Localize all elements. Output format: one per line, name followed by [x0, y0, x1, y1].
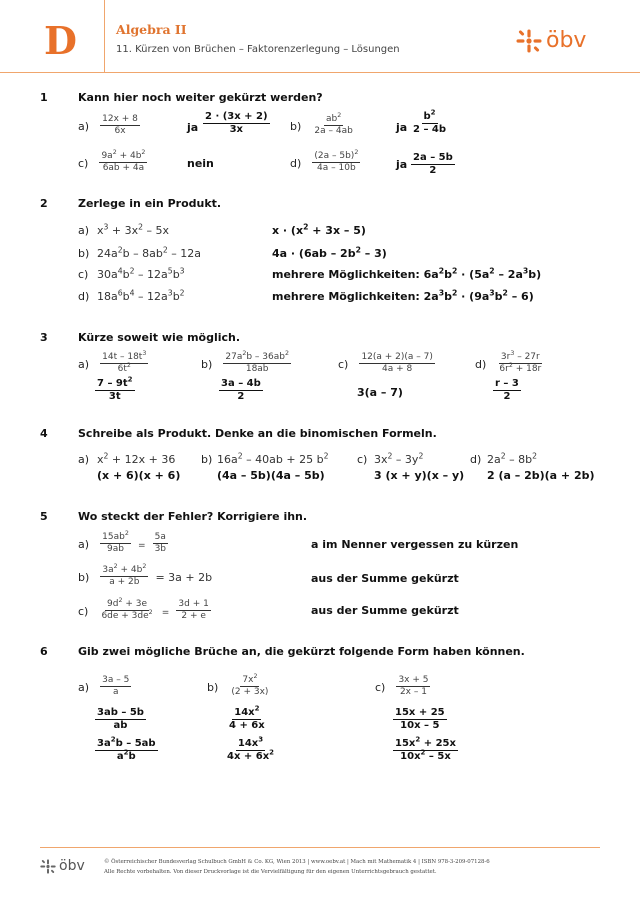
oebv-star-icon: [40, 859, 56, 874]
ex6-b-solution-1: [227, 704, 267, 732]
header-divider-vertical: [104, 0, 105, 72]
ex6-c: [375, 675, 430, 698]
item-label: b): [78, 247, 90, 260]
numerator: $7x^2$: [242, 673, 258, 685]
numerator: 3a – 5: [102, 675, 130, 685]
answer-fraction: [225, 735, 276, 763]
exercise-number: 5: [40, 510, 48, 523]
numerator: $3r^3 - 27r$: [500, 350, 540, 362]
denominator: 4a – 10b: [317, 162, 356, 173]
task-expression: $24a^2b - 8ab^2 - 12a$: [97, 245, 201, 260]
chapter-letter: D: [44, 18, 77, 63]
task-expression: $3x^2 - 3y^2$: [374, 451, 424, 466]
answer-fraction: [203, 111, 270, 136]
task-fraction: [100, 532, 131, 555]
denominator: $6r^2 + 18r$: [499, 361, 542, 374]
task-fraction: [100, 114, 140, 137]
numerator: $b^2$: [423, 108, 436, 122]
ex6-a-solution-2: [95, 735, 158, 763]
footer-divider: [40, 847, 600, 848]
ex3-b: [201, 352, 291, 375]
numerator: r – 3: [495, 378, 519, 389]
answer-word: nein: [187, 157, 214, 170]
item-label: c): [357, 453, 368, 466]
answer-fraction: [219, 378, 263, 403]
task-fraction: [312, 114, 354, 137]
item-label: d): [470, 453, 482, 466]
logo-text: öbv: [546, 28, 587, 53]
denominator: (2 + 3x): [231, 686, 269, 697]
item-label: a): [78, 119, 90, 133]
denominator: 3b: [154, 543, 167, 554]
task-expression: $18a^6b^4 - 12a^3b^2$: [97, 288, 185, 303]
ex5-b: [78, 565, 212, 588]
header-logo: [516, 28, 586, 53]
task-fraction: [359, 352, 434, 375]
denominator: 2 – 4b: [413, 124, 447, 135]
answer-fraction: [95, 735, 158, 763]
task-fraction: [497, 352, 543, 375]
numerator: 3d + 1: [178, 599, 209, 609]
ex1-d-answer: [411, 152, 455, 177]
correction-note: a im Nenner vergessen zu kürzen: [311, 538, 519, 551]
denominator: ab: [113, 720, 128, 731]
numerator: $9d^2 + 3e$: [107, 597, 148, 609]
task-fraction: [229, 675, 270, 698]
numerator: $9a^2 + 4b^2$: [101, 149, 146, 161]
correction-note: aus der Summe gekürzt: [311, 572, 459, 585]
result-fraction: [153, 532, 168, 555]
item-label: c): [375, 680, 386, 694]
task-fraction: [100, 352, 148, 375]
denominator: $4x + 6x^2$: [227, 748, 275, 762]
denominator: 2x – 1: [399, 686, 427, 697]
answer-fraction: [95, 375, 135, 403]
numerator: $14t - 18t^3$: [102, 350, 147, 362]
answer-fraction: [411, 108, 448, 136]
item-label: a): [78, 357, 90, 371]
answer-expression: mehrere Möglichkeiten: $2a^3b^2 \cdot (9a^3b^2 - 6)$: [272, 288, 534, 303]
equals-sign: =: [161, 607, 170, 618]
answer-fraction: [393, 707, 447, 732]
numerator: 2a – 5b: [413, 152, 453, 163]
item-label: c): [78, 604, 89, 618]
numerator: $27a^2b - 36ab^2$: [225, 350, 289, 362]
ex6-a: [78, 675, 131, 698]
numerator: $3a^2 + 4b^2$: [102, 563, 147, 575]
denominator: a: [112, 686, 119, 697]
task-fraction: [100, 565, 148, 588]
item-label: d): [290, 156, 302, 170]
item-label: b): [290, 119, 302, 133]
answer-expression: (x + 6)(x + 6): [97, 469, 181, 482]
item-label: a): [78, 453, 90, 466]
numerator: 3ab – 5b: [97, 707, 144, 718]
ex1-a: [78, 114, 140, 137]
denominator: 2: [237, 391, 245, 402]
ex3-d-answer: [493, 378, 521, 403]
answer-fraction: [227, 704, 267, 732]
ex5-a: [78, 532, 168, 555]
numerator: 2 · (3x + 2): [205, 111, 268, 122]
answer-expression: $x \cdot (x^2 + 3x - 5)$: [272, 222, 366, 237]
ex5-c: [78, 599, 211, 622]
answer-word: ja: [396, 121, 408, 134]
denominator: $10x^2 - 5x$: [400, 748, 451, 762]
task-expression: $x^3 + 3x^2 - 5x$: [97, 222, 170, 237]
answer-expression: 2 (a – 2b)(a + 2b): [487, 469, 595, 482]
denominator: 2: [503, 391, 511, 402]
numerator: $14x^3$: [237, 735, 264, 749]
denominator: 3x: [229, 124, 243, 135]
exercise-question: Kürze soweit wie möglich.: [78, 331, 241, 344]
answer-word: ja: [187, 121, 199, 134]
result-fraction: [176, 599, 210, 622]
numerator: 15x + 25: [395, 707, 445, 718]
item-label: c): [78, 268, 89, 281]
exercise-question: Schreibe als Produkt. Denke an die binomischen Formeln.: [78, 427, 437, 440]
item-label: d): [78, 290, 90, 303]
exercise-question: Gib zwei mögliche Brüche an, die gekürzt folgende Form haben können.: [78, 645, 525, 658]
task-fraction: [312, 151, 360, 174]
task-fraction: [100, 675, 131, 698]
numerator: $15ab^2$: [102, 530, 129, 542]
numerator: 12x + 8: [102, 114, 138, 124]
ex1-b: [290, 114, 355, 137]
answer-expression: (4a – 5b)(4a – 5b): [217, 469, 325, 482]
answer-expression: mehrere Möglichkeiten: $6a^2b^2 \cdot (5a^2 - 2a^3b)$: [272, 266, 542, 281]
numerator: $ab^2$: [325, 112, 342, 124]
exercise-question: Zerlege in ein Produkt.: [78, 197, 222, 210]
denominator: 4a + 8: [382, 363, 413, 374]
exercise-number: 1: [40, 91, 48, 104]
task-fraction: [99, 599, 154, 622]
numerator: 3a – 4b: [221, 378, 261, 389]
ex3-c: [338, 352, 435, 375]
numerator: (2a – 5b)$^2$: [314, 149, 359, 161]
ex1-d: [290, 151, 360, 174]
numerator: 5a: [154, 532, 166, 542]
ex3-d: [475, 352, 543, 375]
exercise-number: 2: [40, 197, 48, 210]
item-label: b): [207, 680, 219, 694]
numerator: $3a^2b - 5ab$: [97, 735, 156, 749]
answer-expression: 3 (x + y)(x – y): [374, 469, 465, 482]
exercise-number: 6: [40, 645, 48, 658]
task-expression: $16a^2 - 40ab + 25$ $b^2$: [217, 451, 329, 466]
page-subtitle: 11. Kürzen von Brüchen – Faktorenzerlegung – Lösungen: [116, 44, 400, 55]
item-label: b): [201, 357, 213, 371]
item-label: a): [78, 680, 90, 694]
ex6-c-solution-1: [393, 707, 447, 732]
ex3-a: [78, 352, 148, 375]
ex3-a-answer: [95, 375, 135, 403]
exercise-question: Kann hier noch weiter gekürzt werden?: [78, 91, 323, 104]
numerator: $7 - 9t^2$: [97, 375, 133, 389]
task-expression: $30a^4b^2 - 12a^5b^3$: [97, 266, 185, 281]
denominator: 6x: [114, 125, 126, 136]
denominator: 2a – 4ab: [314, 125, 353, 136]
item-label: a): [78, 224, 90, 237]
answer-fraction: [493, 378, 521, 403]
answer-word: ja: [396, 158, 408, 171]
oebv-star-icon: [516, 29, 542, 53]
item-label: c): [338, 357, 349, 371]
item-label: a): [78, 537, 90, 551]
numerator: 3x + 5: [398, 675, 429, 685]
item-label: b): [201, 453, 213, 466]
item-label: d): [475, 357, 487, 371]
equals-sign: =: [137, 540, 146, 551]
correction-note: aus der Summe gekürzt: [311, 604, 459, 617]
denominator: 2: [429, 165, 437, 176]
denominator: 9ab: [107, 543, 124, 554]
item-label: c): [78, 156, 89, 170]
exercise-question: Wo steckt der Fehler? Korrigiere ihn.: [78, 510, 308, 523]
denominator: 10x – 5: [400, 720, 440, 731]
task-fraction: [396, 675, 430, 698]
task-expression: $2a^2 - 8b^2$: [487, 451, 538, 466]
exercise-number: 4: [40, 427, 48, 440]
ex1-a-answer: [203, 111, 270, 136]
ex3-b-answer: [219, 378, 263, 403]
answer-fraction: [411, 152, 455, 177]
ex6-c-solution-2: [393, 735, 458, 763]
answer-fraction: [95, 707, 146, 732]
denominator: $6de + 3de^2$: [101, 608, 153, 621]
footer-logo-text: öbv: [59, 858, 85, 874]
item-label: b): [78, 570, 90, 584]
denominator: 18ab: [245, 363, 269, 374]
ex6-b-solution-2: [225, 735, 276, 763]
copyright-line: © Österreichischer Bundesverlag Schulbuch GmbH & Co. KG, Wien 2013 | www.oebv.at | Mach mit Mathematik 4 | ISBN 978-3-209-07128-6: [104, 859, 490, 865]
result-expression: = 3a + 2b: [155, 570, 213, 584]
task-expression: $x^2 + 12x + 36$: [97, 451, 176, 466]
denominator: 2 + e: [181, 610, 206, 621]
denominator: $6t^2$: [117, 361, 131, 374]
ex6-a-solution-1: [95, 707, 146, 732]
denominator: 4 + 6x: [229, 720, 265, 731]
answer-expression: $4a \cdot (6ab - 2b^2 - 3)$: [272, 245, 387, 260]
numerator: 12(a + 2)(a – 7): [361, 352, 433, 362]
denominator: $a^2b$: [116, 748, 136, 762]
task-fraction: [223, 352, 291, 375]
page-title: Algebra II: [116, 22, 187, 37]
denominator: 6ab + 4a: [102, 162, 145, 173]
denominator: 3t: [108, 391, 121, 402]
rights-line: Alle Rechte vorbehalten. Von dieser Druckvorlage ist die Vervielfältigung für den eigenen Unterrichtsgebrauch gestattet.: [104, 869, 437, 875]
answer-expression: 3(a – 7): [357, 386, 403, 399]
task-fraction: [99, 151, 147, 174]
exercise-number: 3: [40, 331, 48, 344]
numerator: $14x^2$: [234, 704, 260, 718]
denominator: a + 2b: [109, 576, 140, 587]
footer-logo: [40, 858, 85, 874]
ex1-b-answer: [411, 108, 448, 136]
ex6-b: [207, 675, 270, 698]
header-divider-horizontal: [0, 72, 640, 73]
numerator: $15x^2 + 25x$: [395, 735, 456, 749]
ex1-c: [78, 151, 147, 174]
answer-fraction: [393, 735, 458, 763]
